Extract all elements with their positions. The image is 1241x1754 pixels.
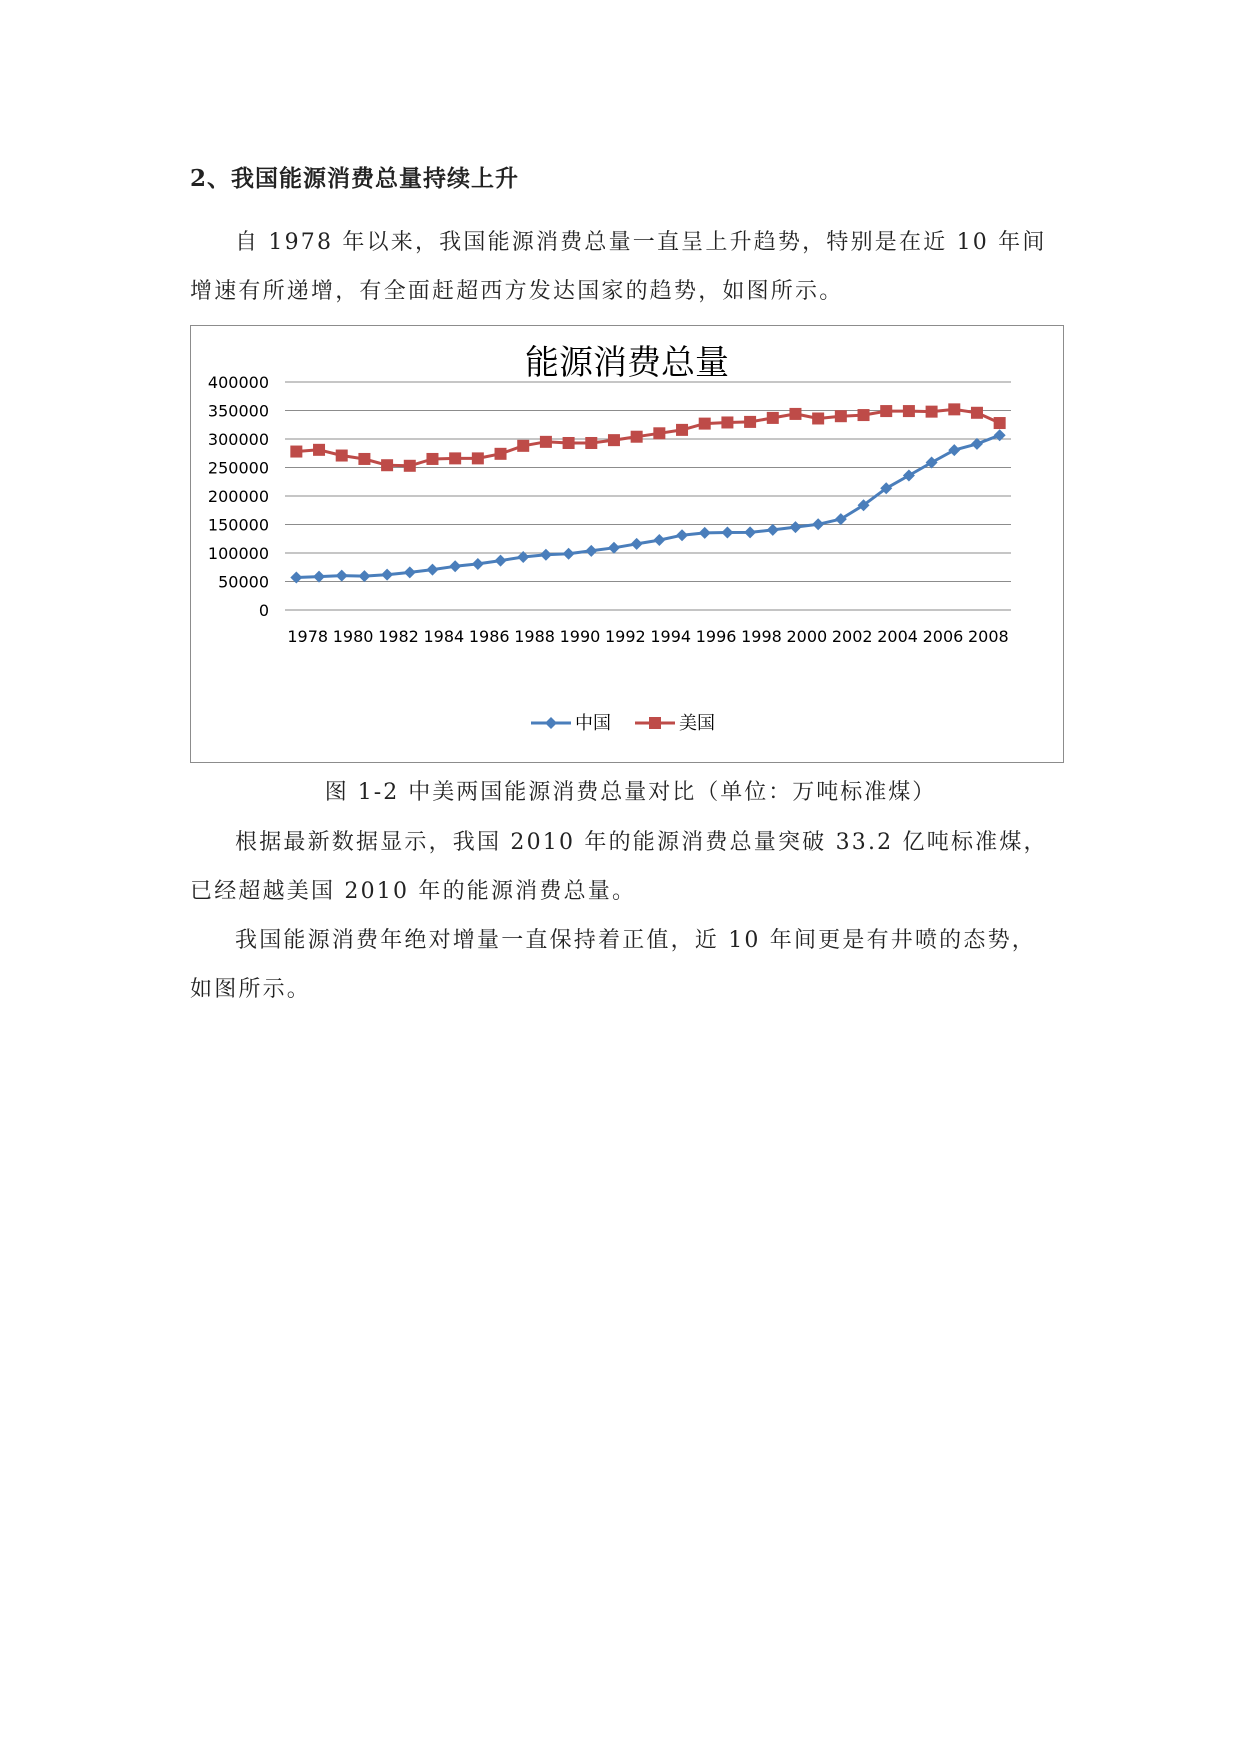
data-point [699,527,711,539]
data-point [676,529,688,541]
legend-item-china [531,713,611,734]
y-tick-label: 400000 [207,373,269,392]
section-heading: 2、我国能源消费总量持续上升 [190,165,520,192]
data-point [336,450,348,462]
series-line [296,409,999,465]
y-tick-label: 200000 [207,487,269,506]
data-point [880,405,892,417]
paragraph-intro: 自 1978 年以来，我国能源消费总量一直呈上升趋势，特别是在近 10 年间增速有所递增，有全面赶超西方发达国家的趋势，如图所示。 [190,230,1047,304]
data-point [699,418,711,430]
data-point [631,431,643,443]
y-tick-label: 50000 [218,572,269,592]
data-point [994,417,1006,429]
data-point [404,460,416,472]
y-tick-label: 350000 [207,401,269,421]
data-point [653,427,665,439]
data-point [926,406,938,418]
legend-label: 美国 [679,713,715,734]
data-point [744,416,756,428]
x-tick-label: 1984 [423,627,465,646]
data-point [313,571,325,583]
series-lines [290,403,1005,583]
data-point [449,560,461,572]
x-tick-label: 1992 [604,627,646,646]
data-point [358,453,370,465]
data-point [903,405,915,417]
data-point [721,416,733,428]
data-point [426,564,438,576]
data-point [517,440,529,452]
chart-canvas [191,326,1062,761]
data-point [767,524,779,536]
data-point [721,527,733,539]
legend-label: 中国 [575,713,611,734]
legend-marker [649,717,661,729]
x-tick-label: 2000 [786,627,828,646]
data-point [631,538,643,550]
y-axis-ticks [208,373,269,620]
data-point [495,448,507,460]
data-point [948,403,960,415]
data-point [426,453,438,465]
data-point [789,408,801,420]
x-tick-label: 2004 [877,627,918,646]
x-tick-label: 1988 [514,627,555,646]
y-tick-label: 250000 [207,458,269,478]
data-point [835,410,847,422]
x-tick-label: 1978 [287,627,329,646]
chart-title: 能源消费总量 [525,343,729,383]
data-point [971,438,983,450]
data-point [336,570,348,582]
data-point [608,434,620,446]
gridlines [285,382,1011,610]
x-tick-label: 1986 [468,627,510,646]
x-tick-label: 1980 [332,627,374,646]
data-point [358,570,370,582]
data-point [789,521,801,533]
data-point [653,534,665,546]
data-point [585,545,597,557]
data-point [744,526,756,538]
data-point [858,409,870,421]
y-tick-label: 100000 [207,544,269,563]
series-china [290,429,1005,583]
y-tick-label: 300000 [207,430,269,449]
data-point [563,548,575,560]
data-point [540,436,552,448]
data-point [812,412,824,424]
data-point [313,444,325,456]
data-point [540,549,552,561]
data-point [812,518,824,530]
x-tick-label: 1990 [559,627,601,646]
data-point [381,459,393,471]
data-point [926,457,938,469]
data-point [449,452,461,464]
data-point [676,424,688,436]
x-tick-label: 2006 [922,627,964,646]
x-tick-label: 1982 [378,627,419,646]
legend-item-usa [635,713,715,734]
data-point [563,437,575,449]
data-point [495,555,507,567]
legend-marker [545,717,557,729]
paragraph-data-update: 根据最新数据显示，我国 2010 年的能源消费总量突破 33.2 亿吨标准煤，已经超越美国 2010 年的能源消费总量。 [190,830,1048,904]
data-point [472,558,484,570]
x-tick-label: 1994 [650,627,692,646]
paragraph-increment: 我国能源消费年绝对增量一直保持着正值，近 10 年间更是有井喷的态势，如图所示。 [190,928,1036,1002]
series-usa [290,403,1005,471]
x-axis-ticks [287,627,1008,646]
data-point [585,437,597,449]
legend [531,713,715,734]
series-line [296,435,999,577]
data-point [404,566,416,578]
figure-caption: 图 1-2 中美两国能源消费总量对比（单位：万吨标准煤） [324,780,937,805]
data-point [381,569,393,581]
data-point [290,446,302,458]
data-point [472,452,484,464]
data-point [971,407,983,419]
y-tick-label: 0 [258,601,269,620]
data-point [903,470,915,482]
y-tick-label: 150000 [207,515,269,535]
x-tick-label: 1998 [741,627,782,646]
data-point [608,542,620,554]
x-tick-label: 2008 [967,627,1009,646]
data-point [948,444,960,456]
x-tick-label: 2002 [831,627,873,646]
x-tick-label: 1996 [695,627,737,646]
data-point [767,412,779,424]
energy-consumption-chart [190,325,1064,763]
